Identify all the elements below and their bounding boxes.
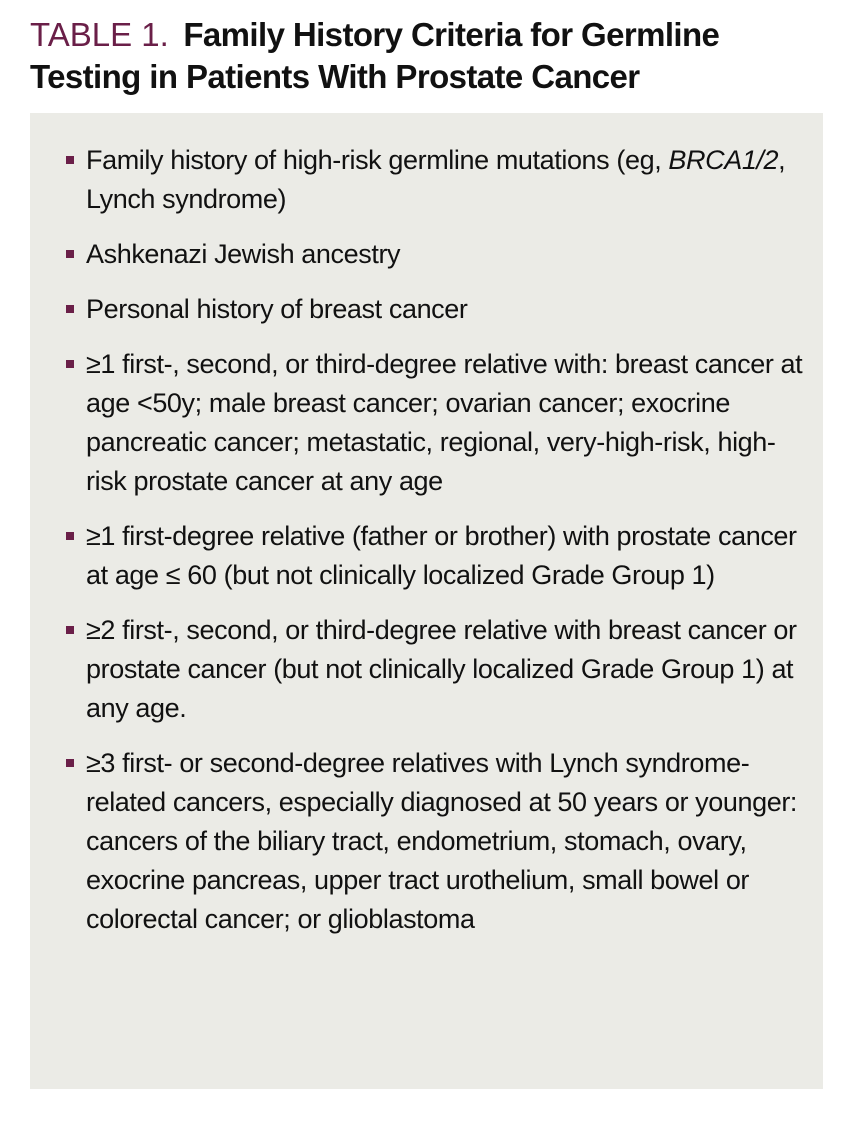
criteria-item <box>30 517 823 595</box>
criteria-item <box>30 290 823 329</box>
criteria-text-italic: BRCA1/2 <box>668 145 779 175</box>
criteria-text: ≥3 first- or second-degree relatives with Lynch syndrome-related cancers, especially diagnosed at 50 years or younger: cancers of the biliary tract, endometrium, stomach, ovary, exocrine pancreas, upper tract urothelium, small bowel or colorectal cancer; or glioblastoma <box>86 748 798 934</box>
criteria-text: Personal history of breast cancer <box>86 294 468 324</box>
square-bullet-icon <box>66 250 74 258</box>
square-bullet-icon <box>66 305 74 313</box>
square-bullet-icon <box>66 759 74 767</box>
criteria-list <box>30 141 823 955</box>
criteria-item <box>30 235 823 274</box>
criteria-text: ≥1 first-, second, or third-degree relative with: breast cancer at age <50y; male breast cancer; ovarian cancer; exocrine pancreatic cancer; metastatic, regional, very-high-risk, high-risk prostate cancer at any age <box>86 349 803 496</box>
criteria-text-post: , Lynch syndrome) <box>86 145 786 214</box>
square-bullet-icon <box>66 360 74 368</box>
criteria-text-pre: Family history of high-risk germline mutations (eg, <box>86 145 669 175</box>
criteria-item <box>30 611 823 728</box>
table-title-text: Family History Criteria for Germline Testing in Patients With Prostate Cancer <box>30 16 720 95</box>
square-bullet-icon <box>66 156 74 164</box>
criteria-text: ≥1 first-degree relative (father or brother) with prostate cancer at age ≤ 60 (but not clinically localized Grade Group 1) <box>86 521 797 590</box>
criteria-item <box>30 744 823 939</box>
criteria-item <box>30 141 823 219</box>
square-bullet-icon <box>66 626 74 634</box>
criteria-text: Ashkenazi Jewish ancestry <box>86 239 401 269</box>
criteria-panel <box>30 113 823 1089</box>
criteria-item <box>30 345 823 501</box>
table-title <box>30 14 830 98</box>
square-bullet-icon <box>66 532 74 540</box>
table-label: TABLE 1. <box>30 16 169 53</box>
criteria-text: ≥2 first-, second, or third-degree relative with breast cancer or prostate cancer (but not clinically localized Grade Group 1) at any age. <box>86 615 797 723</box>
